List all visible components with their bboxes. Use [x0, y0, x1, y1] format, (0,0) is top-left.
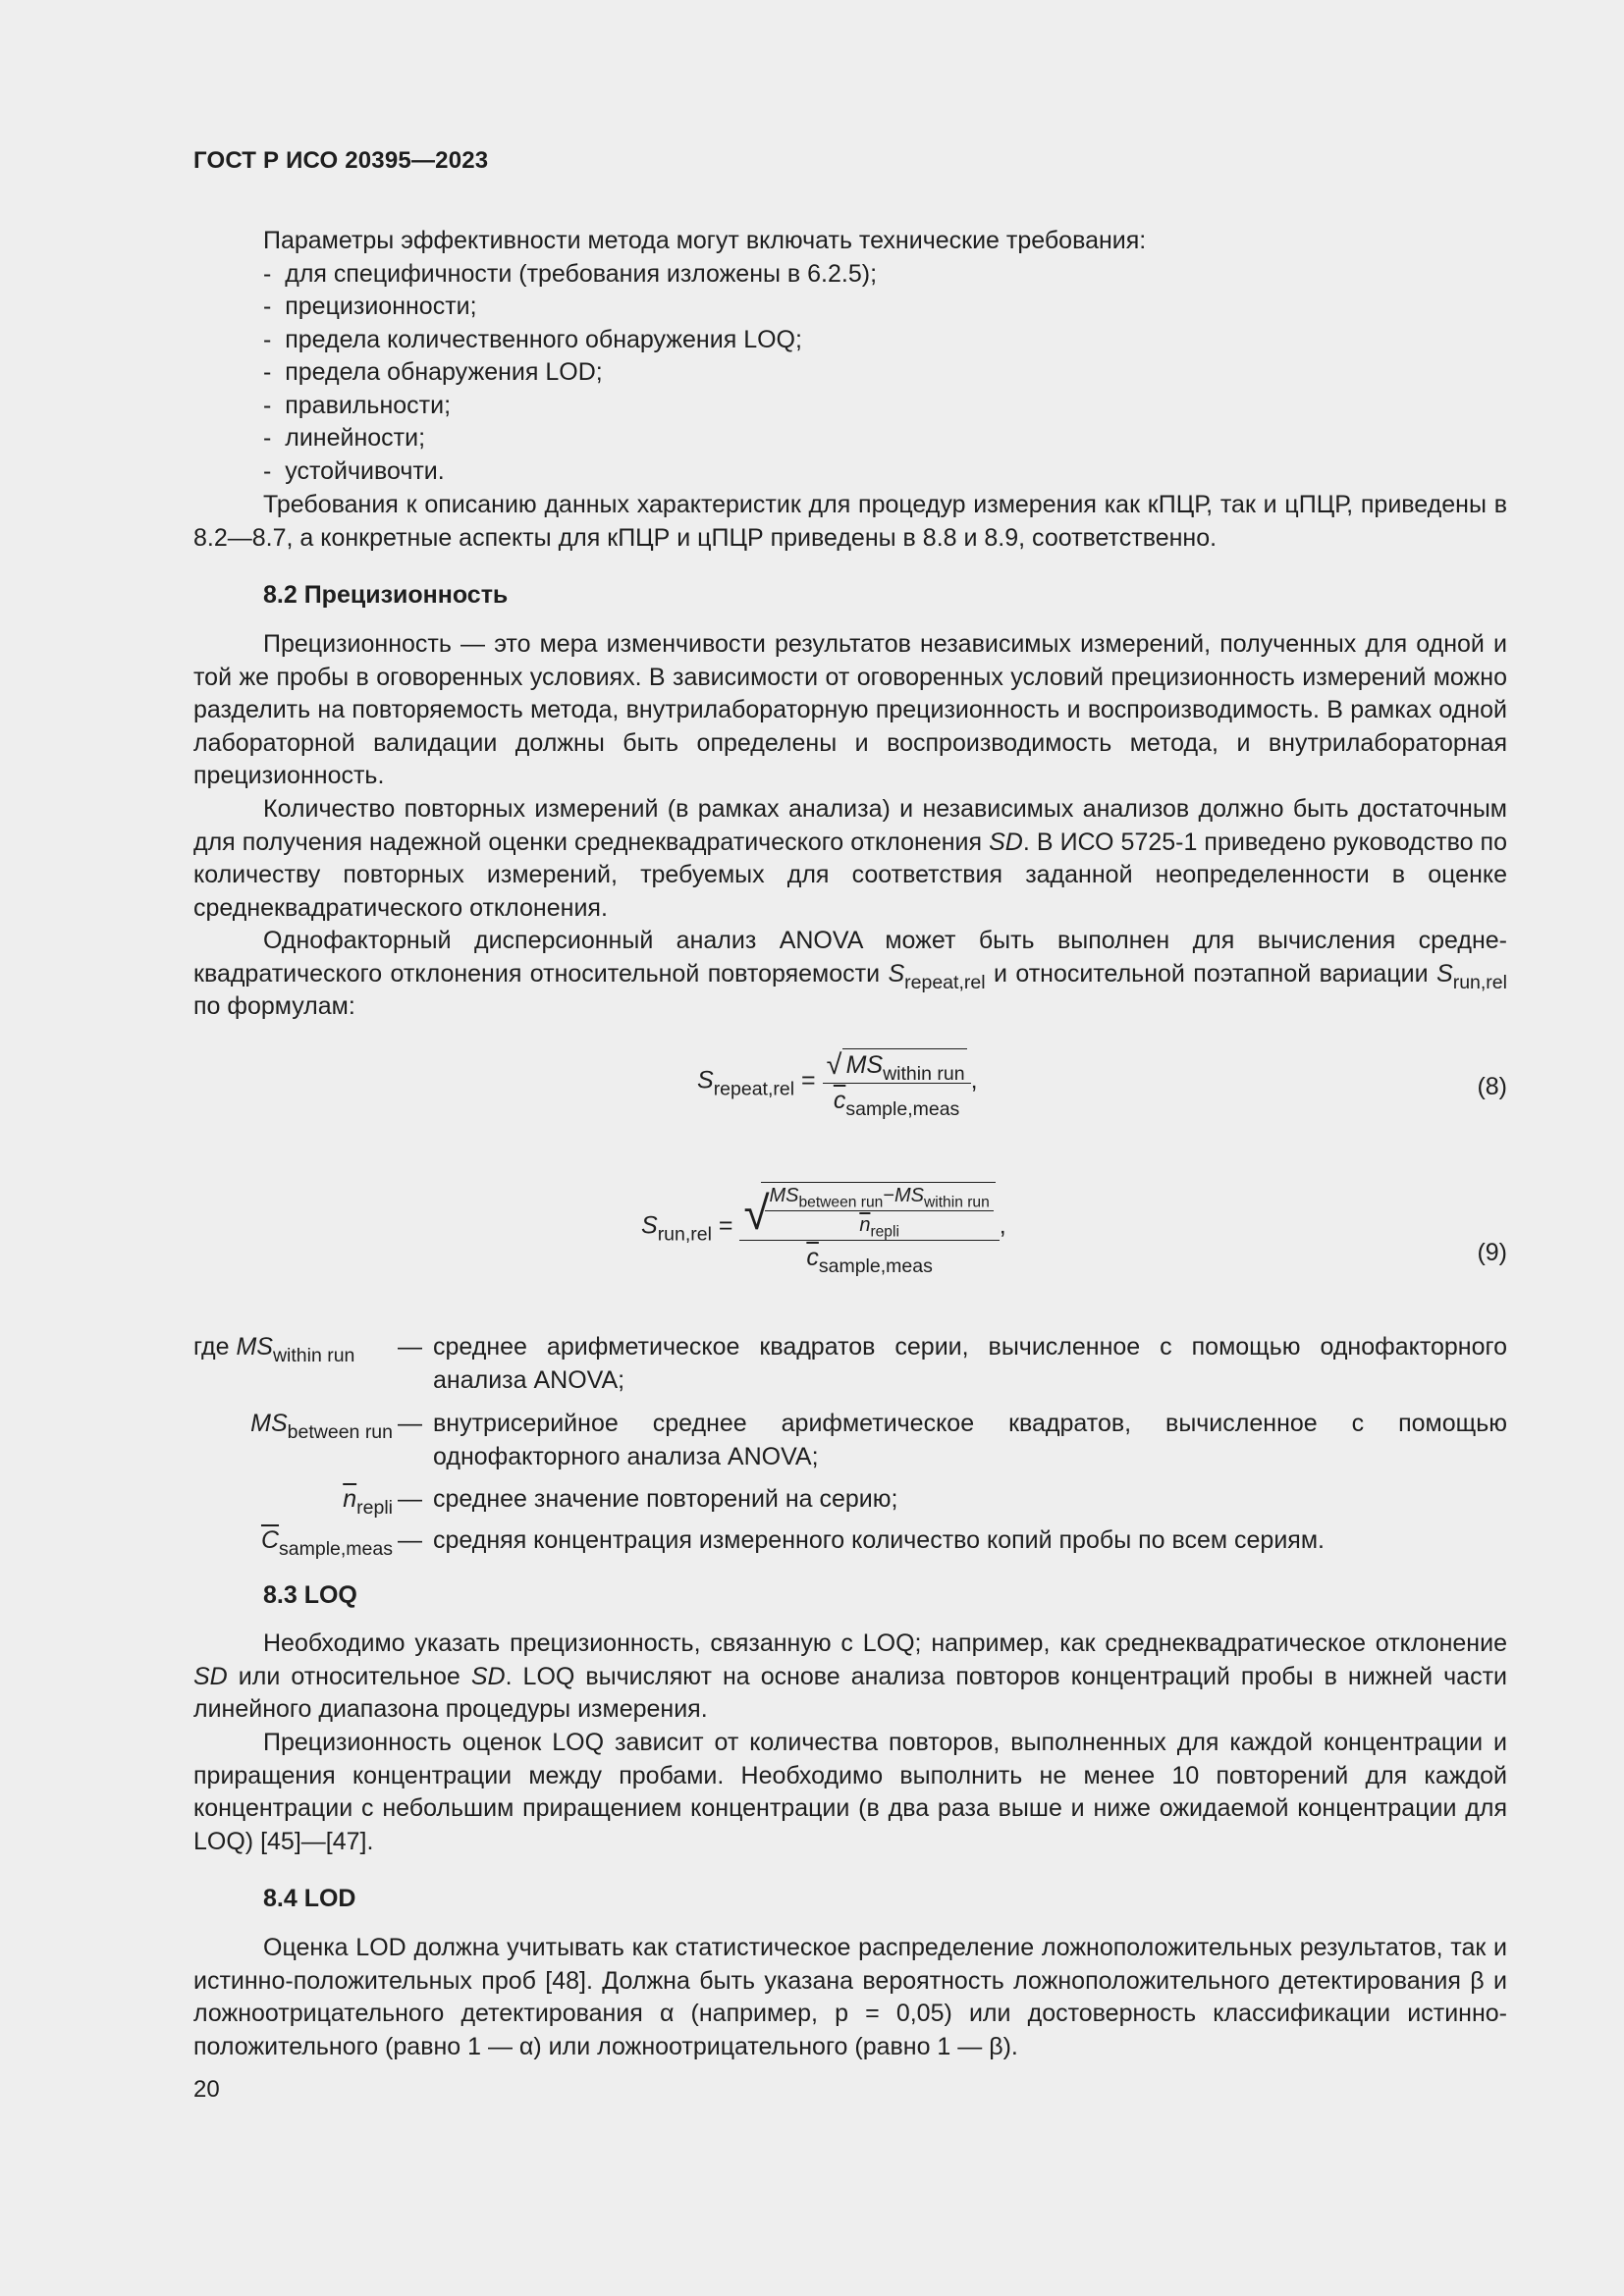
definition-term: $MS_{between run}$: [250, 1410, 393, 1443]
list-item: - правильности;: [263, 392, 452, 419]
formula-8: $S_{repeat,rel}$ = √ $MS_{within run}$ $\overline{c}_{sample,meas}$ ,: [697, 1049, 978, 1120]
section-8-2-paragraph-1: Прецизионность — это мера изменчивости результатов независимых измерений, полученных для одной и той же пробы в оговоренных условиях. В зависимости от оговоренных условий прецизионность измерений можно разделить на повторяемость метода, внутрилабораторную прецизионность и воспроизводимость. В рамках одной лабораторной валидации должны быть определены и воспроизводимость метода, и внутрилабораторная прецизионность.: [193, 630, 1507, 789]
section-8-3-title: 8.3 LOQ: [263, 1581, 357, 1609]
section-8-2-paragraph-2: Количество повторных измерений (в рамках анализа) и независимых анализов должно быть достаточным для получения надежной оценки среднеквадратического отклонения SD. В ИСО 5725-1 приведено руководство по количеству повторных измерений, требуемых для соответствия заданной неопределенности в оценке среднеквадратического отклонения.: [193, 795, 1507, 922]
sqrt-icon: √: [826, 1049, 842, 1082]
sqrt-icon: √: [743, 1187, 770, 1240]
list-item: - прецизионности;: [263, 293, 477, 320]
definition-term: где $MS_{within run}$: [193, 1333, 355, 1366]
section-8-3-paragraph-2: Прецизионность оценок LOQ зависит от количества повторов, выполненных для каждой концентрации и приращения концентрации между пробами. Необходимо выполнить не менее 10 повторений для каждой концентрации с небольшим приращением концентрации (в два раза выше и ниже ожидаемой концентрации для LOQ) [45]—[47].: [193, 1729, 1507, 1855]
list-item: - устойчивочти.: [263, 457, 445, 485]
requirements-paragraph: Требования к описанию данных характеристик для процедур измерения как кПЦР, так и цПЦР, приведены в 8.2—8.7, а конкретные аспекты для кПЦР и цПЦР приведены в 8.8 и 8.9, соответственно.: [193, 491, 1507, 552]
definition-item: $\overline{n}_{repli}$ — среднее значение повторений на серию;: [193, 1483, 1507, 1517]
definition-item: $\overline{C}_{sample,meas}$ — средняя концентрация измеренного количество копий пробы по всем сериям.: [193, 1524, 1507, 1558]
section-8-3-paragraph-1: Необходимо указать прецизионность, связанную с LOQ; например, как среднеквадратическое отклонение SD или относительное SD. LOQ вычисляют на основе анализа повторов концентраций пробы в нижней части линейного диапазона процедуры измерения.: [193, 1629, 1507, 1723]
formula-8-fraction: √ $MS_{within run}$ $\overline{c}_{sample,meas}$: [823, 1048, 971, 1115]
section-8-2-title: 8.2 Прецизионность: [263, 581, 509, 609]
definition-term: $\overline{n}_{repli}$: [343, 1485, 393, 1519]
section-8-4-paragraph-1: Оценка LOD должна учитывать как статистическое распределение ложноположительных результатов, так и истинно-положительных проб [48]. Должна быть указана вероятность ложноположительного детектирования β и ложноотрицательного детектирования α (например, p = 0,05) или достоверность классификации истинно-положительного (равно 1 — α) или ложноотрицательного (равно 1 — β).: [193, 1934, 1507, 2060]
definition-item: где $MS_{within run}$ — среднее арифметическое квадратов серии, вычисленное с помощью однофакторного анализа ANOVA;: [193, 1333, 1507, 1394]
section-8-2-paragraph-3: Однофакторный дисперсионный анализ ANOVA может быть выполнен для вычисления среднеквадратического отклонения относительной повторяемости $S_{repeat,rel}$ и относительной поэтапной вариации $S_{run,rel}$ по формулам:: [193, 927, 1507, 1020]
intro-paragraph: Параметры эффективности метода могут включать технические требования:: [263, 227, 1147, 254]
document-header: ГОСТ Р ИСО 20395—2023: [193, 147, 489, 174]
definition-item: $MS_{between run}$ — внутрисерийное среднее арифметическое квадратов, вычисленное с помощью однофакторного анализа ANOVA;: [193, 1408, 1507, 1474]
formula-9-fraction: √ $\frac{MS_{between run}-MS_{within run}}{\overline{n}_{repli}}$ $\overline{c}_{sample,meas}$: [739, 1182, 999, 1272]
list-item: - для специфичности (требования изложены в 6.2.5);: [263, 260, 878, 288]
list-item: - предела обнаружения LOD;: [263, 358, 603, 386]
definition-term: $\overline{C}_{sample,meas}$: [260, 1526, 393, 1560]
list-item: - линейности;: [263, 424, 426, 452]
section-8-4-title: 8.4 LOD: [263, 1885, 356, 1912]
page-number: 20: [193, 2076, 220, 2103]
equation-number-9: (9): [1477, 1239, 1507, 1266]
equation-number-8: (8): [1477, 1073, 1507, 1100]
list-item: - предела количественного обнаружения LOQ;: [263, 326, 802, 353]
formula-9: $S_{run,rel}$ = √ $\frac{MS_{between run}-MS_{within run}}{\overline{n}_{repli}}$ $\overline{c}_{sample,meas}$ ,: [641, 1182, 1006, 1272]
